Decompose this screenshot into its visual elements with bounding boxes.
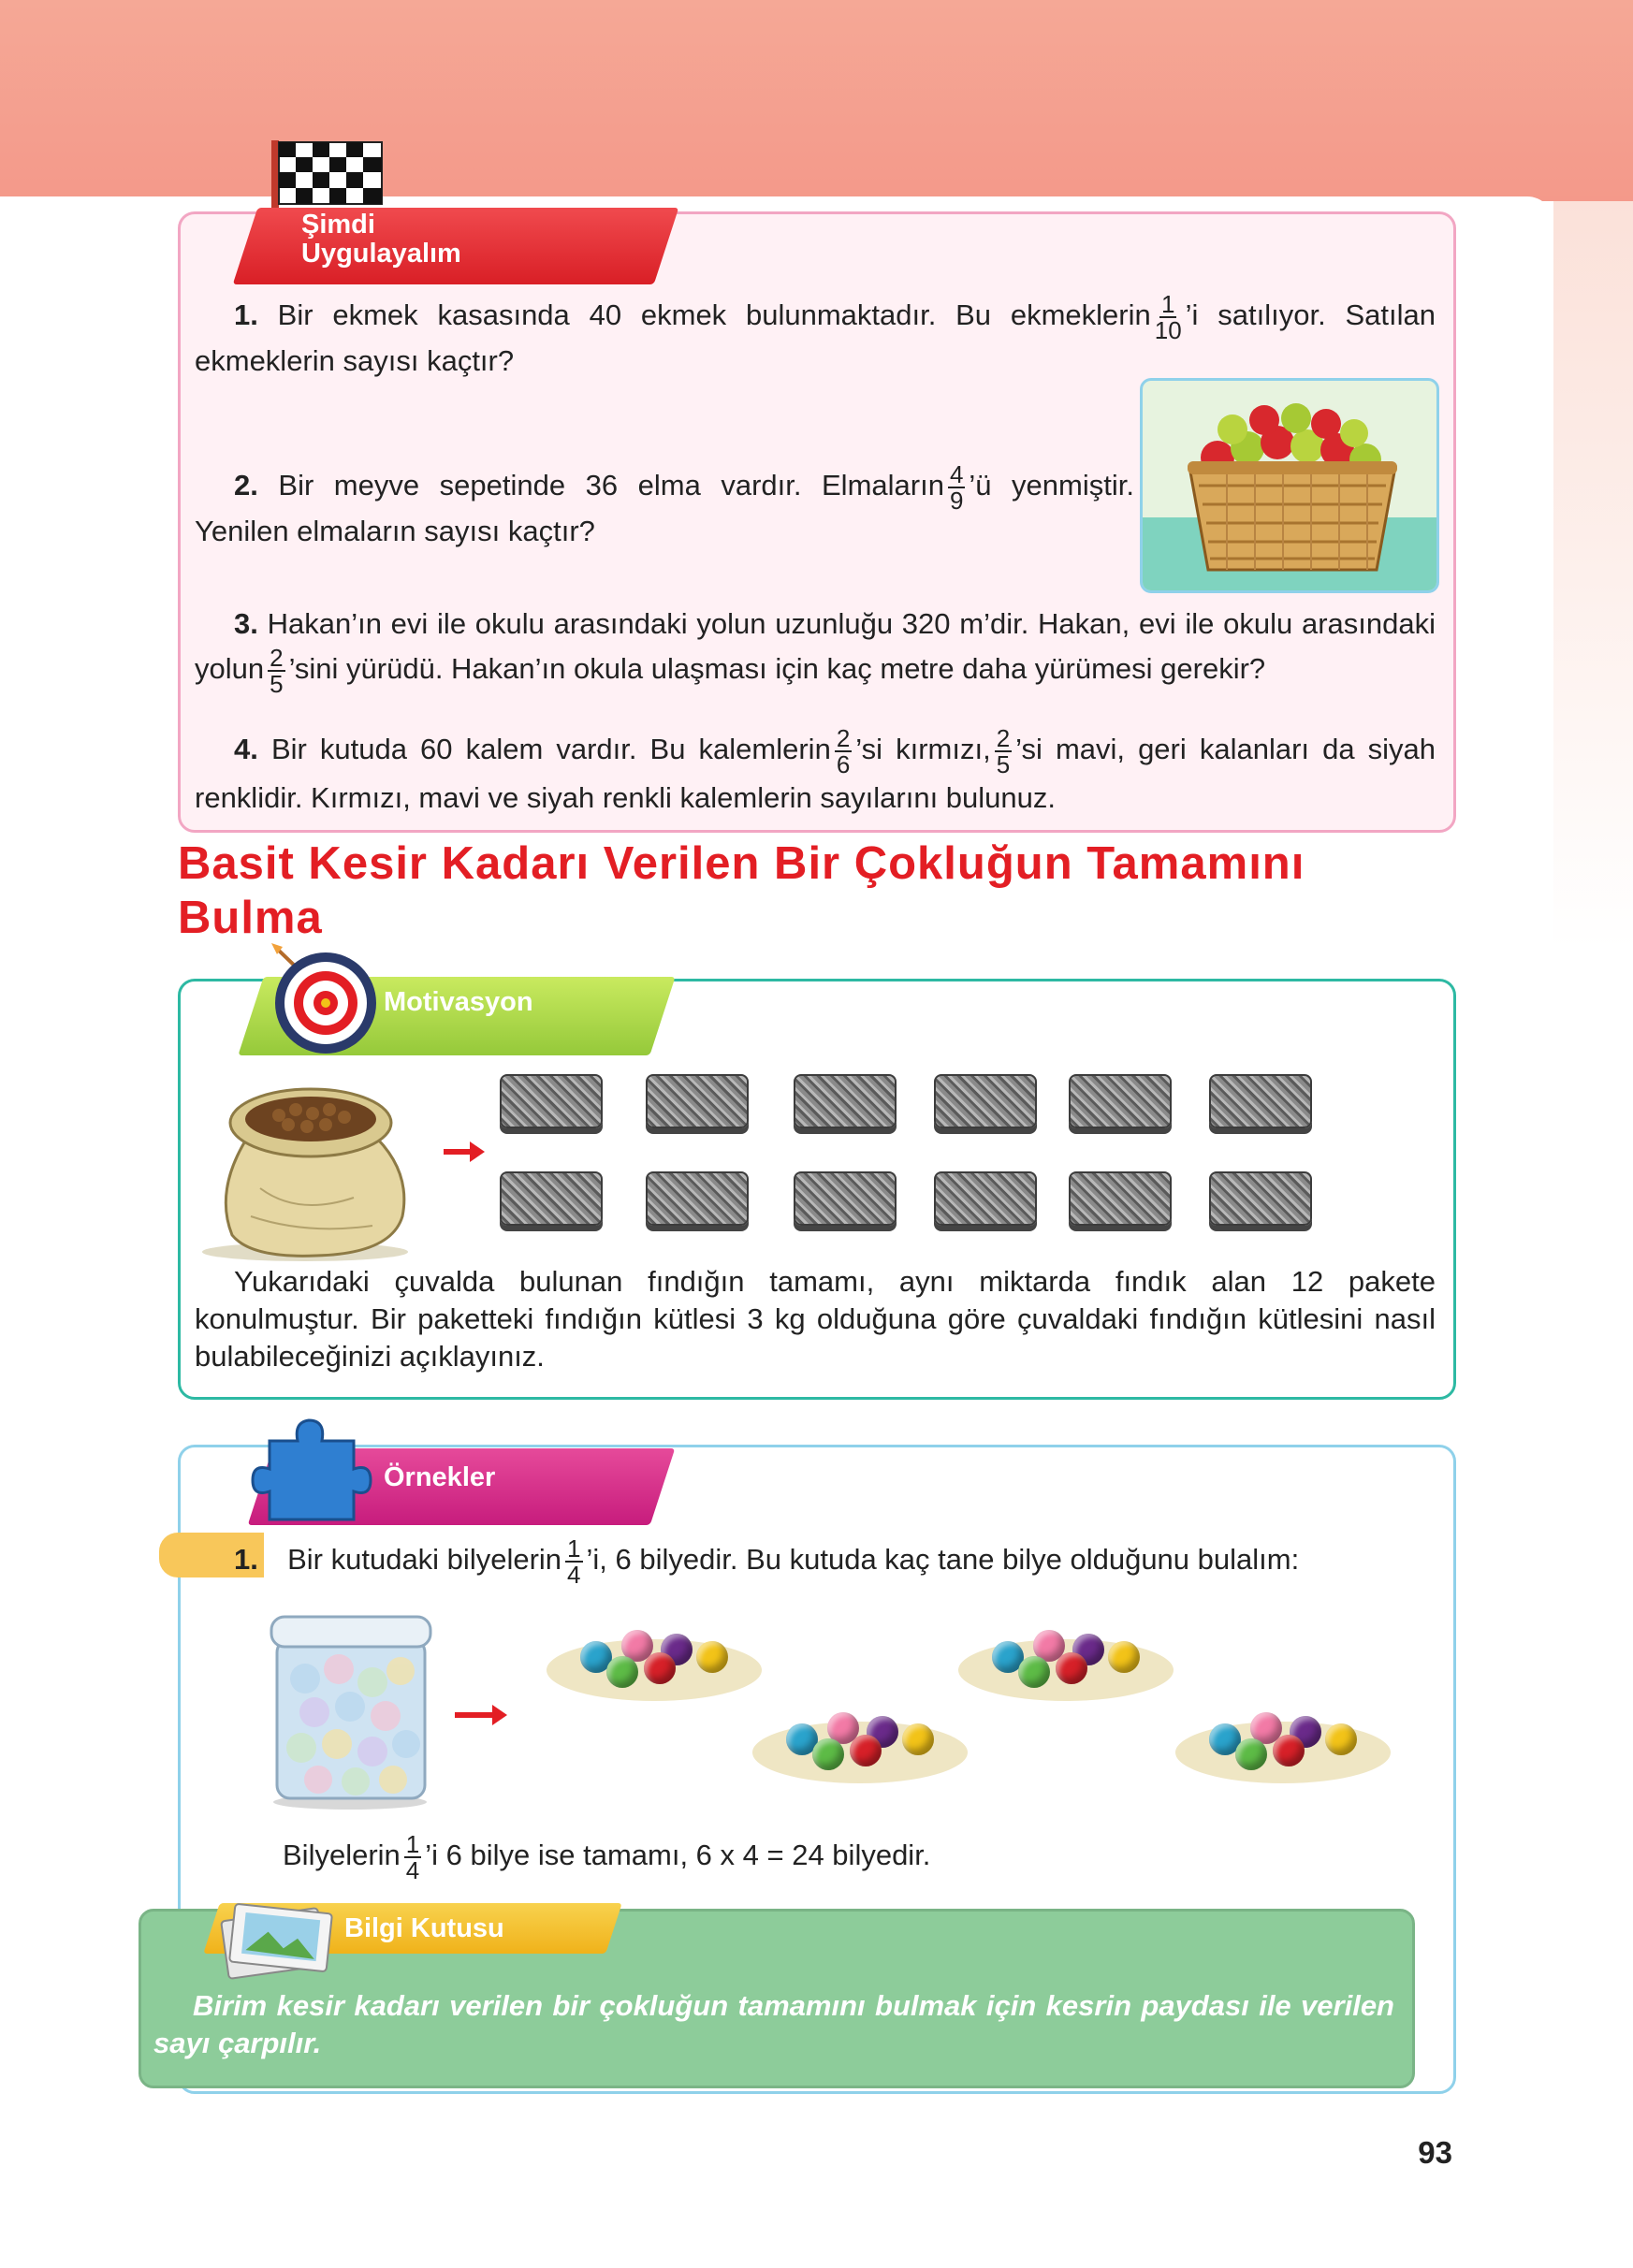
question-number: 1. — [234, 298, 258, 332]
practice-banner-line2: Uygulayalım — [301, 239, 461, 269]
fraction: $\frac{2}{6}$ — [836, 724, 851, 778]
examples-banner-label: Örnekler — [384, 1462, 496, 1492]
target-icon — [268, 938, 380, 1059]
fraction: $\frac{1}{4}$ — [567, 1534, 581, 1589]
example-text: ’i, 6 bilyedir. Bu kutuda kaç tane bilye olduğunu bulalım: — [586, 1543, 1300, 1577]
packet-icon — [1209, 1171, 1312, 1226]
fraction: $\frac{1}{10}$ — [1154, 290, 1182, 344]
example-result — [283, 1832, 1406, 1883]
example-1 — [234, 1536, 1432, 1587]
example-text: Bir kutudaki bilyelerin — [287, 1543, 562, 1577]
question-text: Bir meyve sepetinde 36 elma vardır. Elmaların — [278, 469, 944, 502]
question-number: 4. — [234, 733, 258, 766]
question-text: Bir ekmek kasasında 40 ekmek bulunmaktadır. Bu ekmeklerin — [277, 298, 1151, 332]
example-number: 1. — [234, 1543, 258, 1577]
packet-icon — [1069, 1171, 1172, 1226]
motivation-text: Yukarıdaki çuvalda bulunan fındığın tamamı, aynı miktarda fındık alan 12 pakete konulmuştur. Bir paketteki fındığın kütlesi 3 kg olduğuna göre çuvaldaki fındığın kütlesini nasıl bulabileceğinizi açıklayınız. — [195, 1265, 1436, 1373]
packet-icon — [1209, 1074, 1312, 1128]
marble-plate-2 — [958, 1626, 1174, 1701]
practice-banner-line1: Şimdi — [301, 210, 375, 240]
question-3 — [195, 603, 1436, 696]
packet-icon — [794, 1171, 897, 1226]
pictures-icon — [217, 1892, 339, 1985]
packet-icon — [646, 1171, 749, 1226]
fraction: $\frac{2}{5}$ — [996, 724, 1011, 778]
packet-icon — [500, 1171, 603, 1226]
arrow-icon — [444, 1149, 472, 1155]
question-text: ’ü yenmiştir. Yenilen elmaların sayısı kaçtır? — [195, 469, 1134, 547]
packet-icon — [934, 1074, 1037, 1128]
fraction: $\frac{4}{9}$ — [949, 460, 964, 515]
question-number: 3. — [234, 607, 258, 640]
fraction: $\frac{2}{5}$ — [270, 644, 284, 698]
question-number: 2. — [234, 469, 258, 502]
marble-plate-4 — [1175, 1708, 1391, 1783]
question-text: Bir kutuda 60 kalem vardır. Bu kalemlerin — [270, 733, 831, 766]
question-text: Hakan’ın evi ile okulu arasındaki yolun uzunluğu 320 m’dir. Hakan, evi ile okulu arasındaki yolun — [195, 607, 1436, 686]
packet-icon — [794, 1074, 897, 1128]
puzzle-piece-icon — [251, 1403, 382, 1525]
question-1 — [195, 292, 1436, 380]
packet-icon — [500, 1074, 603, 1128]
question-4 — [195, 726, 1436, 820]
result-text: ’i 6 bilye ise tamamı, 6 x 4 = 24 bilyedir. — [425, 1839, 931, 1872]
question-2 — [195, 462, 1134, 550]
page-number: 93 — [1418, 2135, 1452, 2170]
question-text: ’sini yürüdü. Hakan’ın okula ulaşması için kaç metre daha yürümesi gerekir? — [288, 652, 1266, 686]
motivation-banner-label: Motivasyon — [384, 987, 533, 1017]
question-text: ’si mavi, geri kalanları da siyah renklidir. Kırmızı, mavi ve siyah renkli kalemlerin sayılarını bulunuz. — [195, 733, 1436, 814]
marble-jar-image — [258, 1604, 445, 1810]
packet-icon — [934, 1171, 1037, 1226]
header-band — [0, 0, 1633, 201]
question-text: ’i satılıyor. Satılan ekmeklerin sayısı kaçtır? — [195, 298, 1436, 377]
question-text: ’si kırmızı, — [855, 733, 991, 766]
hazelnut-sack-image — [195, 1076, 419, 1263]
info-banner-label: Bilgi Kutusu — [344, 1913, 504, 1943]
fraction: $\frac{1}{4}$ — [405, 1830, 420, 1884]
marble-plate-3 — [752, 1708, 968, 1783]
marble-plate-1 — [547, 1626, 762, 1701]
packet-icon — [1069, 1074, 1172, 1128]
arrow-icon — [455, 1712, 494, 1718]
result-text: Bilyelerin — [283, 1839, 401, 1872]
margin-strip — [1553, 201, 1633, 950]
apple-basket-image — [1140, 378, 1439, 593]
info-text: Birim kesir kadarı verilen bir çokluğun tamamını bulmak için kesrin paydası ile verilen sayı çarpılır. — [153, 1989, 1394, 2059]
section-title: Basit Kesir Kadarı Verilen Bir Çokluğun Tamamını Bulma — [178, 838, 1305, 943]
packet-icon — [646, 1074, 749, 1128]
